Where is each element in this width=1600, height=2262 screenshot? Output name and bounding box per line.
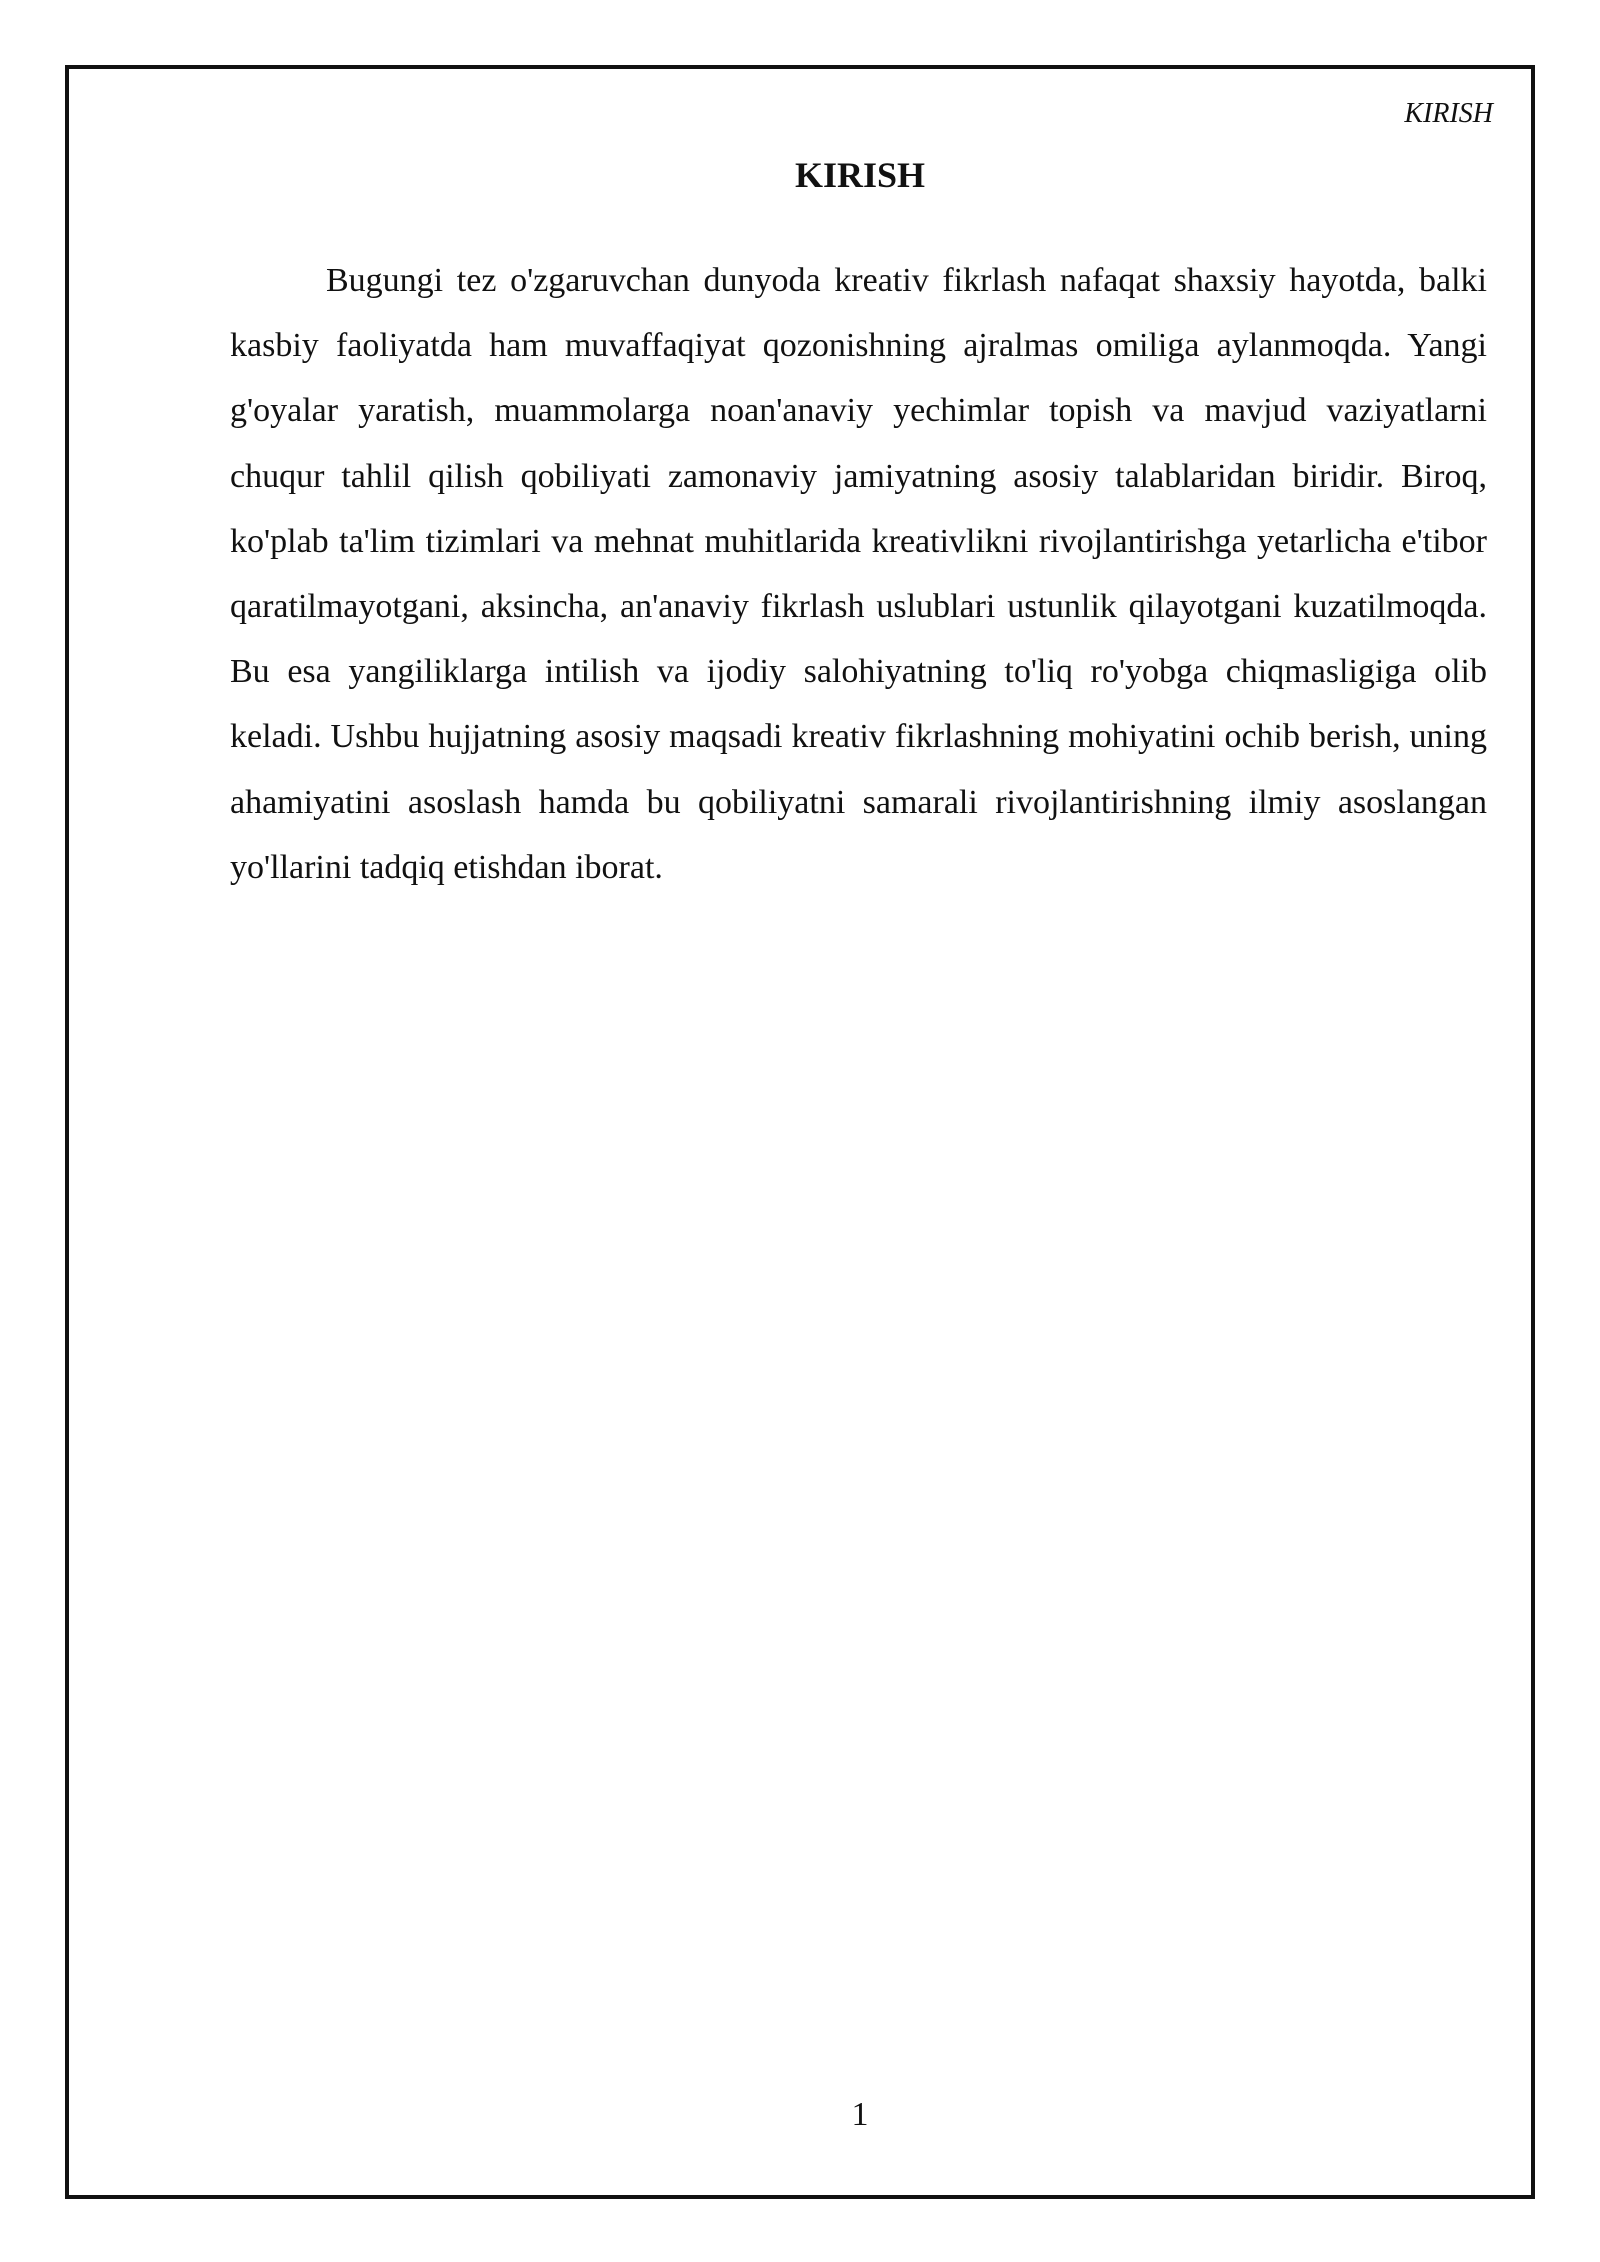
- running-header: KIRISH: [1404, 98, 1493, 129]
- page-number: 1: [851, 2096, 869, 2133]
- body-paragraph: Bugungi tez o'zgaruvchan dunyoda kreativ fikrlash nafaqat shaxsiy hayotda, balki kasbiy faoliyatda ham muvaffaqiyat qozonishning ajralmas omiliga aylanmoqda. Yangi g'oyalar yaratish, muammolarga noan'anaviy yechimlar topish va mavjud vaziyatlarni chuqur tahlil qilish qobiliyati zamonaviy jamiyatning asosiy talablaridan biridir. Biroq, ko'plab ta'lim tizimlari va mehnat muhitlarida kreativlikni rivojlantirishga yetarlicha e'tibor qaratilmayotgani, aksincha, an'anaviy fikrlash uslublari ustunlik qilayotgani kuzatilmoqda. Bu esa yangiliklarga intilish va ijodiy salohiyatning to'liq ro'yobga chiqmasligiga olib keladi. Ushbu hujjatning asosiy maqsadi kreativ fikrlashning mohiyatini ochib berish, uning ahamiyatini asoslash hamda bu qobiliyatni samarali rivojlantirishning ilmiy asoslangan yo'llarini tadqiq etishdan iborat.: [230, 262, 1487, 886]
- page-title: KIRISH: [794, 155, 926, 195]
